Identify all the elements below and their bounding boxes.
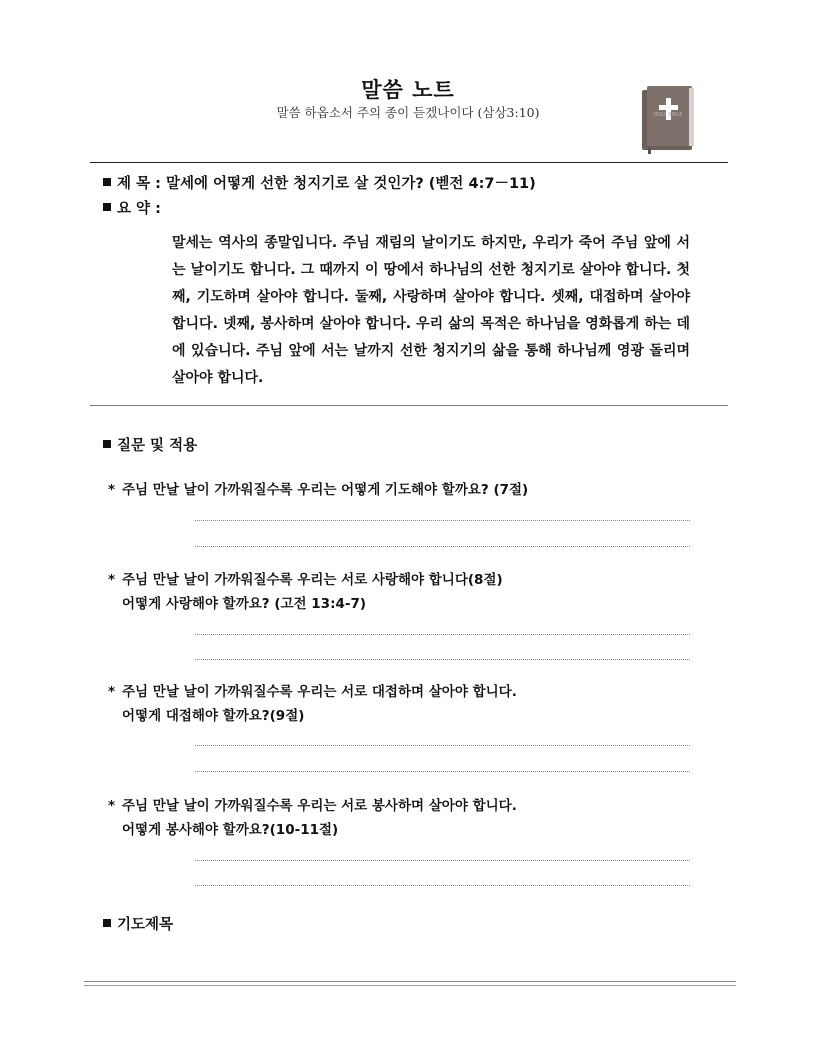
prayer-heading — [103, 913, 173, 934]
star-bullet: * — [108, 798, 116, 814]
question-item — [108, 478, 528, 502]
bottom-divider — [84, 981, 736, 986]
answer-line[interactable] — [195, 885, 690, 886]
prayer-label: 기도제목 — [117, 917, 174, 933]
answer-line[interactable] — [195, 771, 690, 772]
topic-text: 말세에 어떻게 선한 청지기로 살 것인가? (벧전 4:7－11) — [165, 176, 536, 192]
bullet-square-icon — [103, 203, 111, 211]
question-line1: 주님 만날 날이 가까워질수록 우리는 서로 봉사하며 살아야 합니다. — [122, 798, 517, 814]
question-item — [108, 680, 517, 728]
answer-line[interactable] — [195, 546, 690, 547]
question-line1: 주님 만날 날이 가까워질수록 우리는 서로 사랑해야 합니다(8절) — [122, 572, 503, 588]
page-header — [0, 0, 816, 165]
bible-book-icon — [640, 84, 696, 154]
star-bullet: * — [108, 684, 116, 700]
top-divider — [90, 162, 728, 163]
page-title: 말씀 노트 — [361, 78, 455, 102]
middle-divider — [90, 405, 728, 406]
questions-label: 질문 및 적용 — [117, 438, 198, 454]
bullet-square-icon — [103, 178, 111, 186]
topic-row — [103, 172, 536, 193]
topic-label: 제 목 : — [117, 176, 161, 192]
star-bullet: * — [108, 482, 116, 498]
book-spine-text: HOLY BIBLE — [653, 112, 683, 118]
answer-line[interactable] — [195, 745, 690, 746]
answer-line[interactable] — [195, 860, 690, 861]
summary-text: 말세는 역사의 종말입니다. 주님 재림의 날이기도 하지만, 우리가 죽어 주님 앞에 서는 날이기도 합니다. 그 때까지 이 땅에서 하나님의 선한 청지기로 살아야 합니다. 첫째, 기도하며 살아야 합니다. 둘째, 사랑하며 살아야 합니다. 셋째, 대접하며 살아야 합니다. 넷째, 봉사하며 살아야 합니다. 우리 삶의 목적은 하나님을 영화롭게 하는 데에 있습니다. 주님 앞에 서는 날까지 선한 청지기의 삶을 통해 하나님께 영광 돌리며 살아야 합니다. — [172, 235, 690, 386]
question-line2: 어떻게 대접해야 할까요?(9절) — [122, 708, 305, 724]
question-item — [108, 568, 503, 616]
answer-line[interactable] — [195, 520, 690, 521]
bullet-square-icon — [103, 919, 111, 927]
question-line2: 어떻게 사랑해야 할까요? (고전 13:4-7) — [122, 596, 367, 612]
answer-line[interactable] — [195, 634, 690, 635]
star-bullet: * — [108, 572, 116, 588]
bullet-square-icon — [103, 440, 111, 448]
questions-heading — [103, 434, 197, 455]
question-line1: 주님 만날 날이 가까워질수록 우리는 어떻게 기도해야 할까요? (7절) — [122, 482, 529, 498]
question-line1: 주님 만날 날이 가까워질수록 우리는 서로 대접하며 살아야 합니다. — [122, 684, 517, 700]
summary-label: 요 약 : — [117, 201, 161, 217]
summary-row — [103, 197, 161, 218]
page-subtitle: 말씀 하옵소서 주의 종이 듣겠나이다 (삼상3:10) — [276, 105, 540, 120]
question-item — [108, 794, 517, 842]
answer-line[interactable] — [195, 659, 690, 660]
question-line2: 어떻게 봉사해야 할까요?(10-11절) — [122, 822, 339, 838]
